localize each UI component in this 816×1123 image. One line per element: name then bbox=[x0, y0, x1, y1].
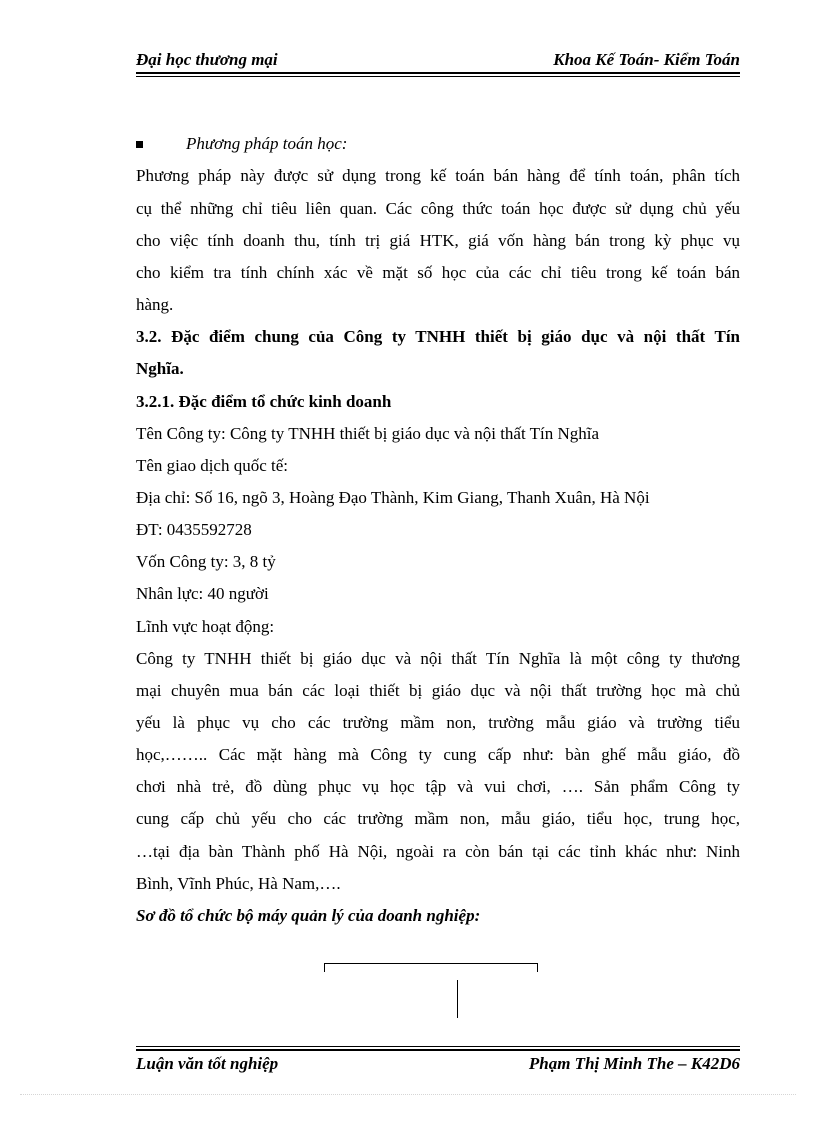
footer-rule-thick bbox=[136, 1049, 740, 1051]
info-phone: ĐT: 0435592728 bbox=[136, 520, 252, 539]
para2-line: Bình, Vĩnh Phúc, Hà Nam,…. bbox=[136, 874, 341, 893]
info-capital: Vốn Công ty: 3, 8 tỷ bbox=[136, 552, 276, 571]
para1-line: Phương pháp này được sử dụng trong kế toán bán hàng để tính toán, phân tích bbox=[136, 166, 740, 185]
org-chart-connector bbox=[457, 980, 458, 1018]
para2-line: yếu là phục vụ cho các trường mầm non, trường mẫu giáo và trường tiểu bbox=[136, 713, 740, 732]
footer-thesis-label: Luận văn tốt nghiệp bbox=[136, 1054, 279, 1073]
footer-rule-thin bbox=[136, 1046, 740, 1047]
header-university: Đại học thương mại bbox=[136, 50, 278, 69]
bullet-line bbox=[136, 128, 740, 160]
bullet-square-icon bbox=[136, 141, 143, 148]
para2-line: mại chuyên mua bán các loại thiết bị giáo dục và nội thất trường học mà chủ bbox=[136, 681, 740, 700]
para1-line: cụ thể những chỉ tiêu liên quan. Các công thức toán học được sử dụng chủ yếu bbox=[136, 199, 740, 218]
header-rule-thick bbox=[136, 72, 740, 74]
para2-line: Công ty TNHH thiết bị giáo dục và nội thất Tín Nghĩa là một công ty thương bbox=[136, 649, 740, 668]
info-trade-name: Tên giao dịch quốc tế: bbox=[136, 456, 289, 475]
page-header bbox=[136, 48, 740, 70]
header-faculty: Khoa Kế Toán- Kiểm Toán bbox=[553, 50, 740, 69]
para2-line: cung cấp chủ yếu cho các trường mầm non, mẫu giáo, tiểu học, trung học, bbox=[136, 809, 740, 828]
diagram-caption: Sơ đồ tổ chức bộ máy quản lý của doanh nghiệp: bbox=[136, 906, 481, 925]
section-heading-3-2: 3.2. Đặc điểm chung của Công ty TNHH thiết bị giáo dục và nội thất Tín bbox=[136, 327, 740, 346]
para2-line: chơi nhà trẻ, đồ dùng phục vụ học tập và vui chơi, …. Sản phẩm Công ty bbox=[136, 777, 740, 796]
org-chart-top-box bbox=[324, 963, 538, 972]
bullet-heading: Phương pháp toán học: bbox=[186, 134, 348, 153]
page-footer bbox=[136, 1054, 740, 1078]
para1-line: cho việc tính doanh thu, tính trị giá HTK, giá vốn hàng bán trong kỳ phục vụ bbox=[136, 231, 740, 250]
info-field: Lĩnh vực hoạt động: bbox=[136, 617, 275, 636]
para1-line: hàng. bbox=[136, 295, 174, 314]
para1-line: cho kiểm tra tính chính xác về mặt số học của các chỉ tiêu trong kế toán bán bbox=[136, 263, 740, 282]
info-company-name: Tên Công ty: Công ty TNHH thiết bị giáo dục và nội thất Tín Nghĩa bbox=[136, 424, 600, 443]
info-address: Địa chỉ: Số 16, ngõ 3, Hoàng Đạo Thành, Kim Giang, Thanh Xuân, Hà Nội bbox=[136, 488, 650, 507]
para2-line: học,…….. Các mặt hàng mà Công ty cung cấp như: bàn ghế mẫu giáo, đồ bbox=[136, 745, 740, 764]
footer-author: Phạm Thị Minh The – K42D6 bbox=[528, 1054, 740, 1073]
para2-line: …tại địa bàn Thành phố Hà Nội, ngoài ra còn bán tại các tỉnh khác như: Ninh bbox=[136, 842, 740, 861]
page-edge-dots bbox=[20, 1094, 796, 1095]
section-heading-3-2-cont: Nghĩa. bbox=[136, 359, 184, 378]
section-heading-3-2-1: 3.2.1. Đặc điểm tổ chức kinh doanh bbox=[136, 392, 392, 411]
info-staff: Nhân lực: 40 người bbox=[136, 584, 269, 603]
header-rule-thin bbox=[136, 76, 740, 77]
